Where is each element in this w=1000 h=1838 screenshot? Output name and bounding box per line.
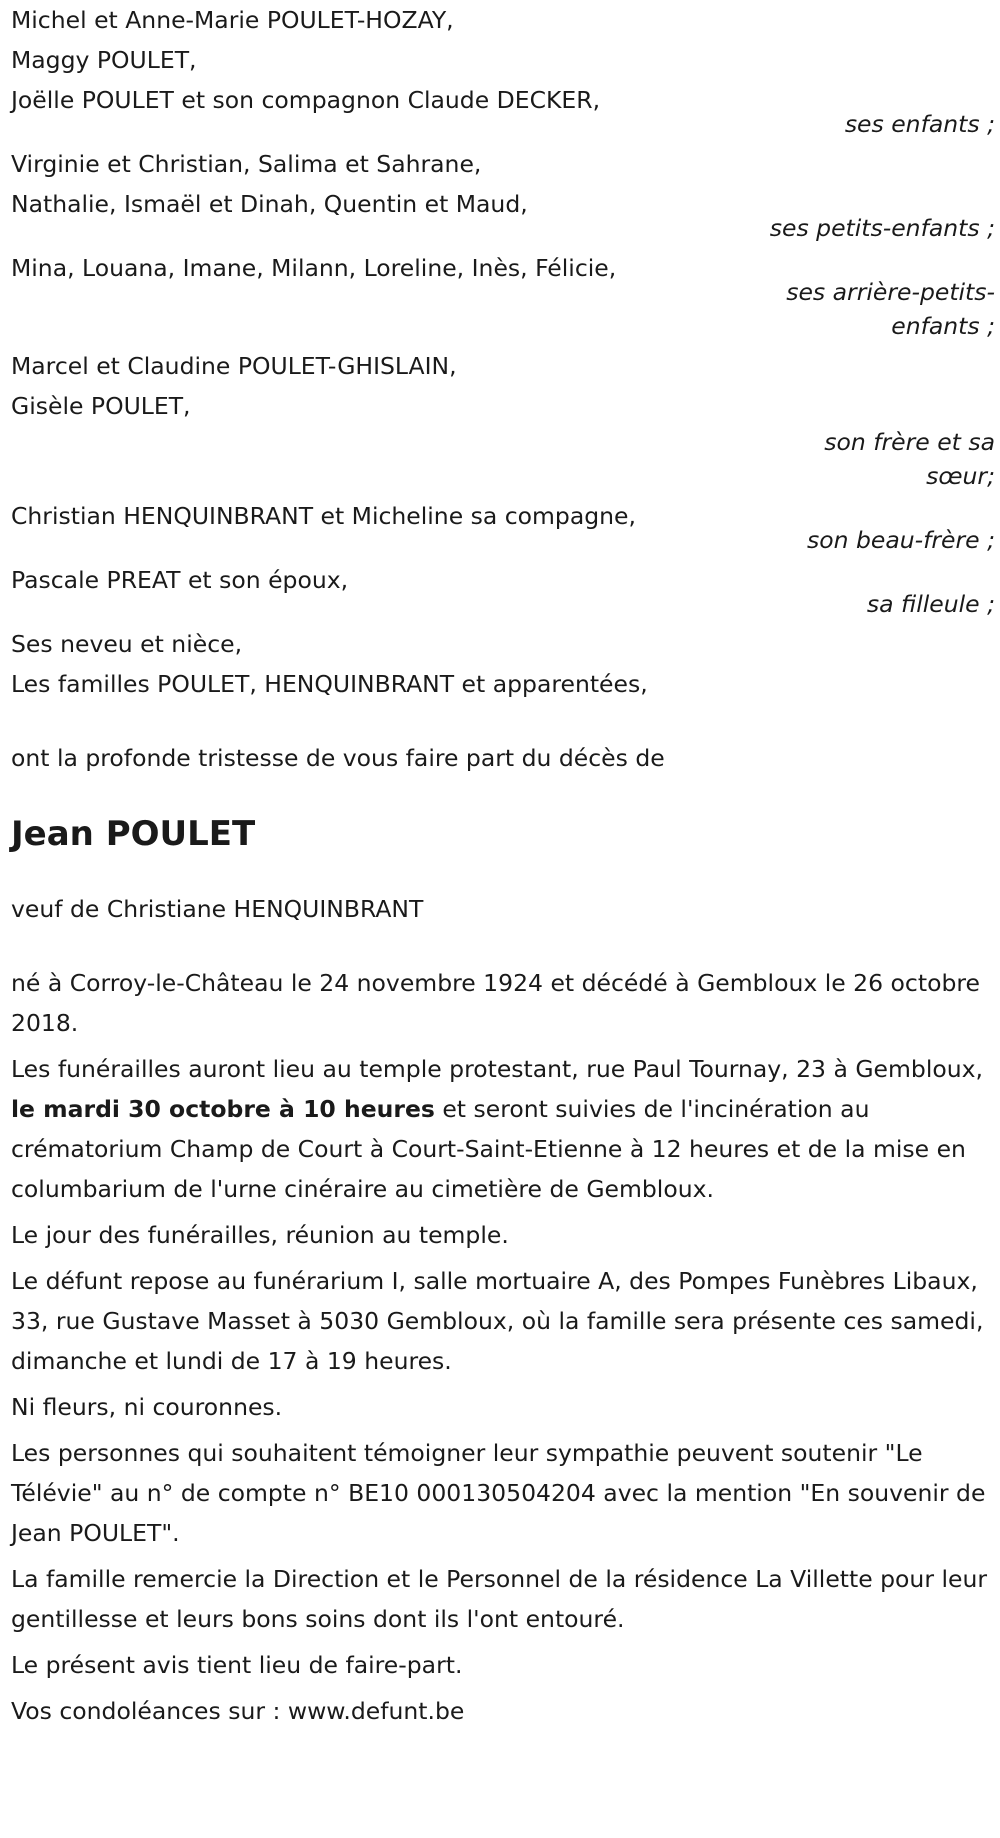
goddaughter-group [11, 560, 1000, 624]
funeral-details [11, 1049, 996, 1209]
children-line: Joëlle POULET et son compagnon Claude DECKER, [11, 86, 601, 114]
condolences-link: Vos condoléances sur : www.defunt.be [11, 1697, 465, 1725]
funeral-text: et seront suivies de l'incinération au crématorium Champ de Court à Court-Saint-Etienne à 12 heures et de la mise en columbarium de l'urne cinéraire au cimetière de Gembloux. [11, 1095, 966, 1203]
resting-place: Le défunt repose au funérarium I, salle mortuaire A, des Pompes Funèbres Libaux, 33, rue Gustave Masset à 5030 Gembloux, où la famille sera présente ces samedi, dimanche et lundi de 17 à 19 heures. [11, 1267, 984, 1375]
grandchildren-line: Nathalie, Ismaël et Dinah, Quentin et Maud, [11, 190, 528, 218]
children-line: Maggy POULET, [11, 46, 197, 74]
brother-in-law-group [11, 496, 1000, 560]
grandchildren-group [11, 144, 1000, 248]
donation-note: Les personnes qui souhaitent témoigner leur sympathie peuvent soutenir "Le Télévie" au n° de compte n° BE10 000130504204 avec la mention "En souvenir de Jean POULET". [11, 1439, 986, 1547]
siblings-line: Marcel et Claudine POULET-GHISLAIN, [11, 352, 457, 380]
flowers-note: Ni fleurs, ni couronnes. [11, 1393, 283, 1421]
funeral-date: le mardi 30 octobre à 10 heures [11, 1095, 435, 1123]
siblings-line: Gisèle POULET, [11, 392, 191, 420]
children-role: ses enfants ; [844, 110, 995, 138]
reunion: Le jour des funérailles, réunion au temple. [11, 1221, 509, 1249]
great-grandchildren-line: Mina, Louana, Imane, Milann, Loreline, Inès, Félicie, [11, 254, 617, 282]
goddaughter-line: Pascale PREAT et son époux, [11, 566, 349, 594]
thanks-note: La famille remercie la Direction et le Personnel de la résidence La Villette pour leur gentillesse et leurs bons soins dont ils l'ont entouré. [11, 1565, 987, 1633]
grandchildren-role: ses petits-enfants ; [769, 214, 995, 242]
birth-death: né à Corroy-le-Château le 24 novembre 1924 et décédé à Gembloux le 26 octobre 2018. [11, 969, 980, 1037]
siblings-group [11, 346, 1000, 496]
others-group [11, 624, 1000, 704]
notice: Le présent avis tient lieu de faire-part. [11, 1651, 463, 1679]
grandchildren-line: Virginie et Christian, Salima et Sahrane, [11, 150, 482, 178]
others-line: Les familles POULET, HENQUINBRANT et apparentées, [11, 670, 648, 698]
deceased-name: Jean POULET [11, 814, 256, 854]
great-grandchildren-group [11, 248, 1000, 346]
great-grandchildren-role: enfants ; [891, 312, 995, 340]
others-line: Ses neveu et nièce, [11, 630, 243, 658]
siblings-role: son frère et sa [824, 428, 995, 456]
brother-in-law-line: Christian HENQUINBRANT et Micheline sa compagne, [11, 502, 636, 530]
siblings-role: sœur; [926, 462, 995, 490]
goddaughter-role: sa filleule ; [866, 590, 995, 618]
great-grandchildren-role: ses arrière-petits- [786, 278, 995, 306]
children-group [11, 0, 1000, 144]
funeral-text: Les funérailles auront lieu au temple protestant, rue Paul Tournay, 23 à Gembloux, [11, 1055, 984, 1083]
brother-in-law-role: son beau-frère ; [806, 526, 995, 554]
announcement: ont la profonde tristesse de vous faire part du décès de [11, 744, 665, 772]
children-line: Michel et Anne-Marie POULET-HOZAY, [11, 6, 454, 34]
widower-of: veuf de Christiane HENQUINBRANT [11, 895, 424, 923]
